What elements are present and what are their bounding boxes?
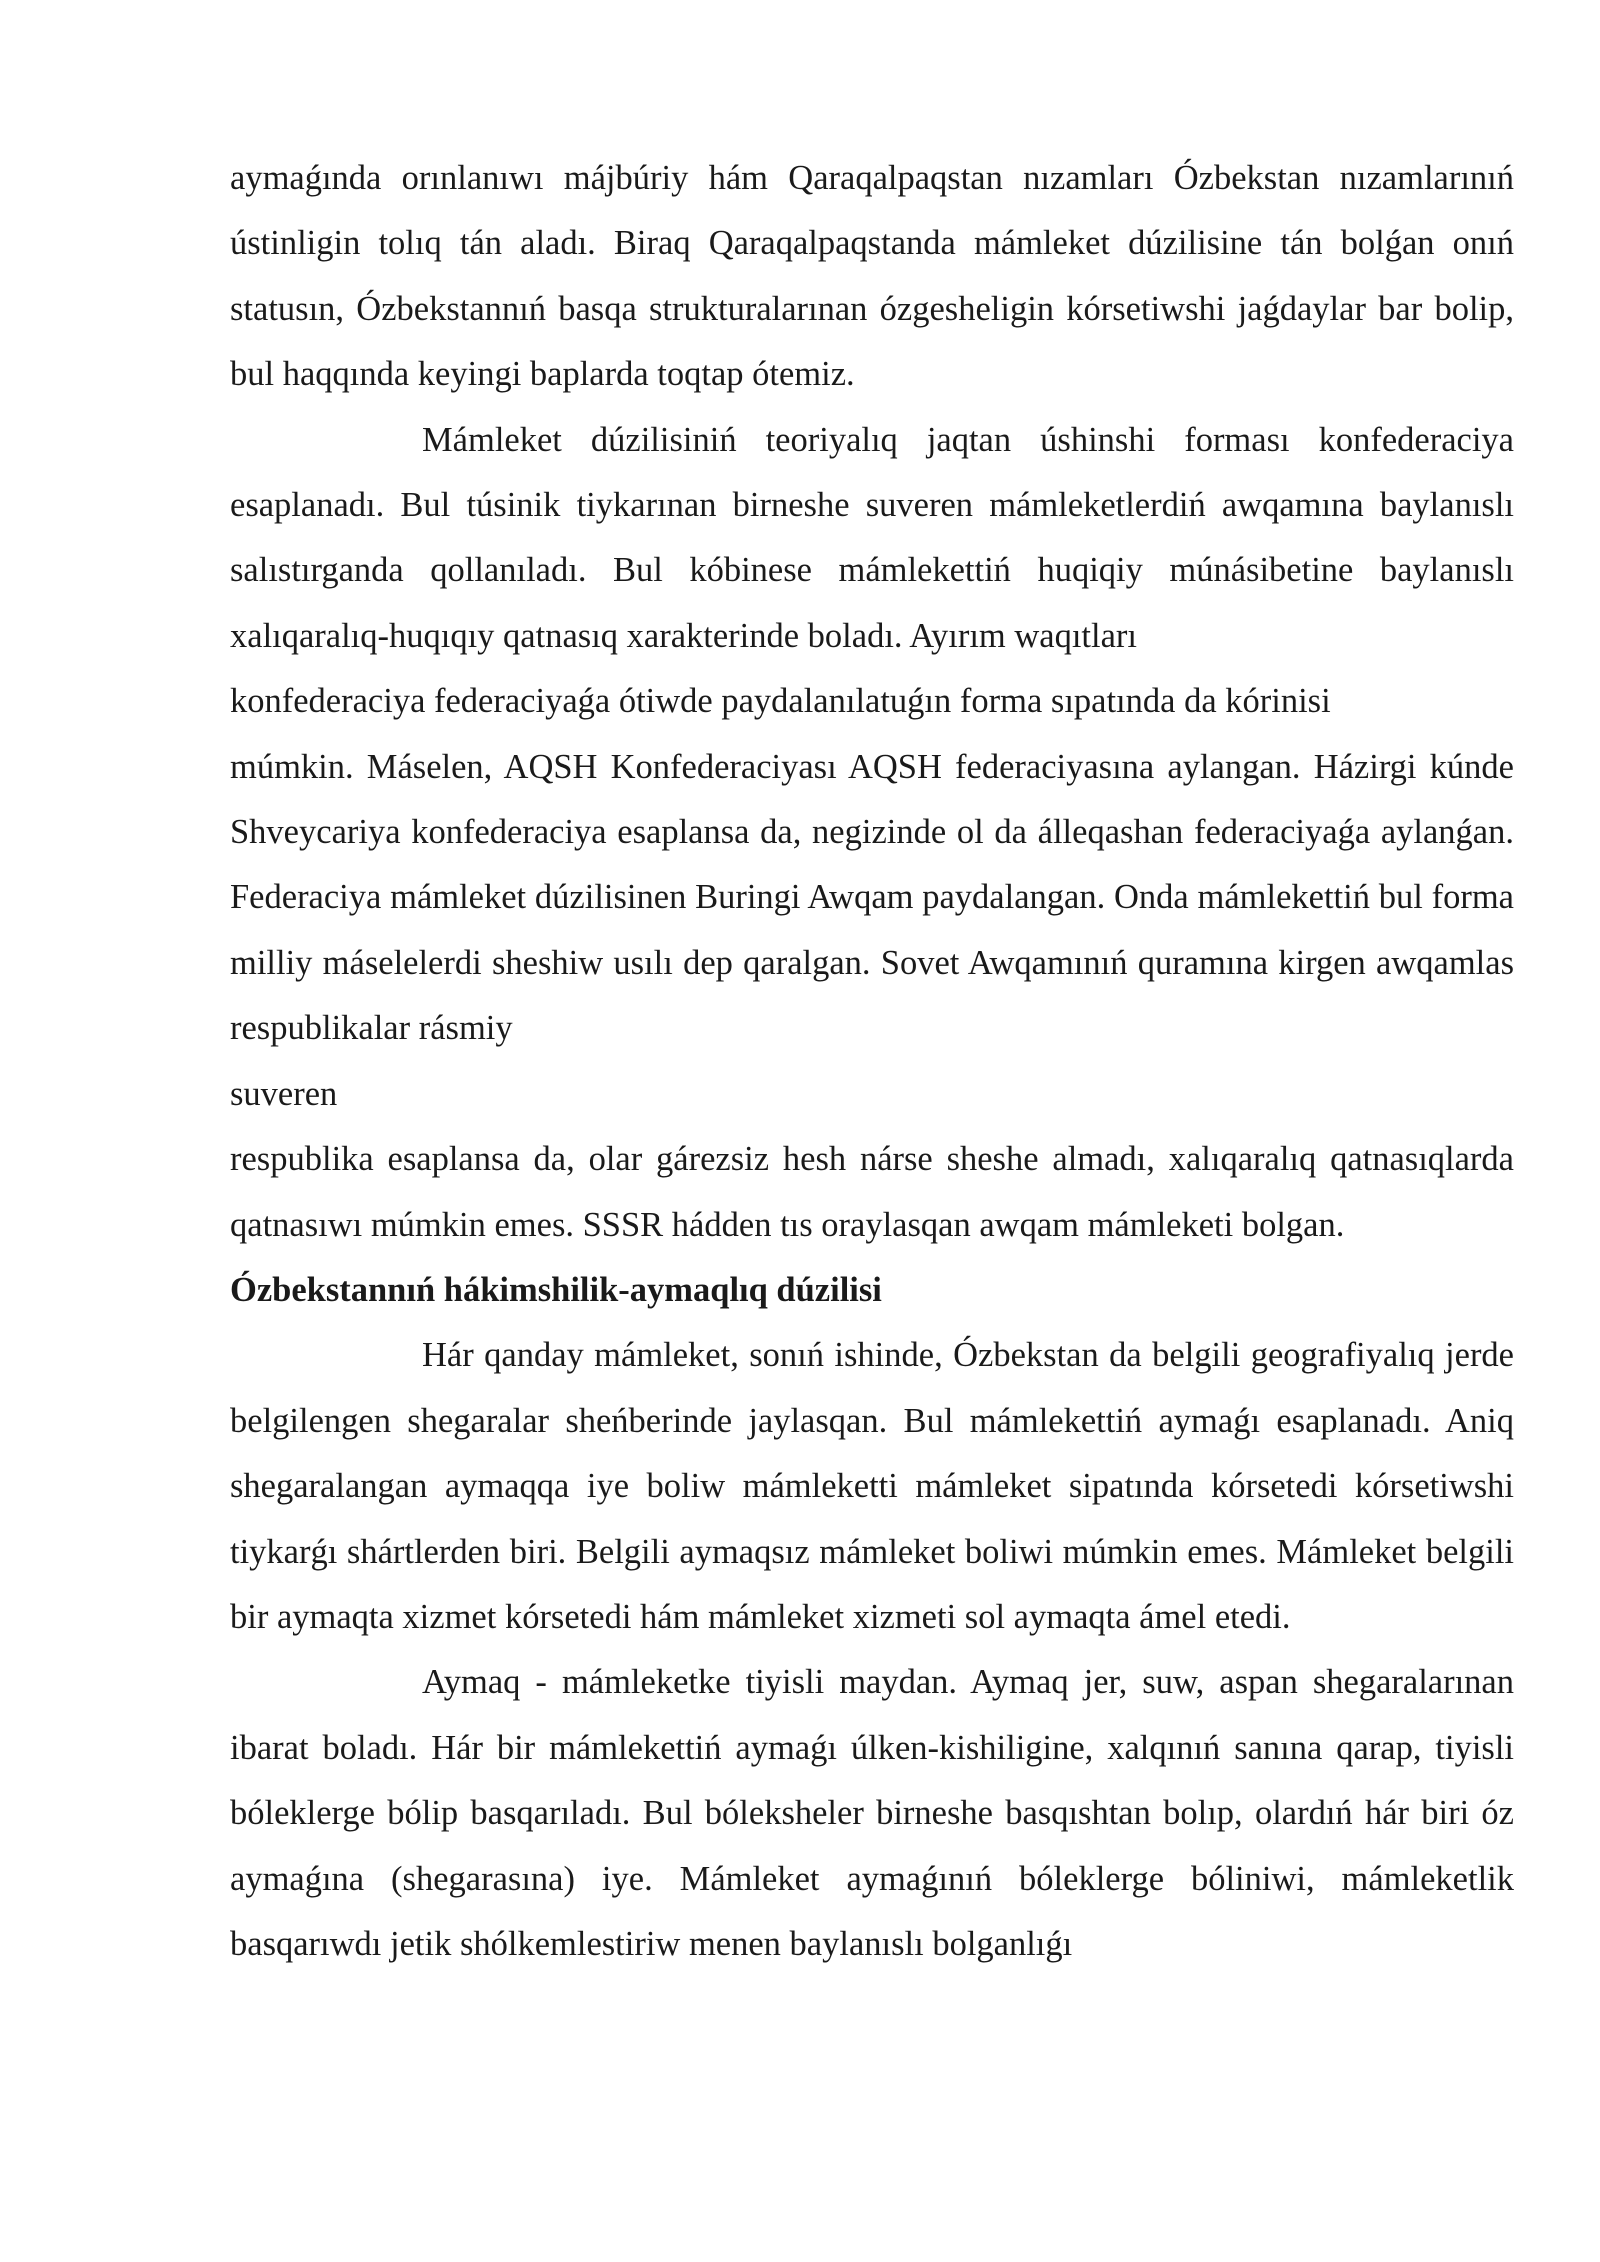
paragraph-line: suveren xyxy=(230,1074,338,1113)
paragraph: Mámleket dúzilisiniń teoriyalıq jaqtan úshinshi forması konfederaciya esaplanadı. Bul túsinik tiykarınan birneshe suveren mámleketlerdiń awqamına baylanıslı salıstırganda qollanıladı. Bul kóbinese mámlekettiń huqiqiy múnásibetine baylanıslı xalıqaralıq-huqıqıy qatnasıq xarakterinde boladı. Ayırım waqıtları xyxy=(230,420,1514,655)
paragraph: múmkin. Máselen, AQSH Konfederaciyası AQSH federaciyasına aylangan. Házirgi kúnde Shveycariya konfederaciya esaplansa da, negizinde ol da álleqashan federaciyaǵa aylanǵan. Federaciya mámleket dúzilisinen Buringi Awqam paydalangan. Onda mámlekettiń bul forma milliy máselelerdi sheshiw usılı dep qaralgan. Sovet Awqamınıń quramına kirgen awqamlas respublikalar rásmiy xyxy=(230,747,1514,1048)
paragraph: aymaǵında orınlanıwı májbúriy hám Qaraqalpaqstan nızamları Ózbekstan nızamlarınıń ústinligin tolıq tán aladı. Biraq Qaraqalpaqstanda mámleket dúzilisine tán bolǵan onıń statusın, Ózbekstannıń basqa strukturalarınan ózgesheligin kórsetiwshi jaǵdaylar bar bolip, bul haqqında keyingi baplarda toqtap ótemiz. xyxy=(230,159,1514,394)
paragraph: Aymaq - mámleketke tiyisli maydan. Aymaq jer, suw, aspan shegaralarınan ibarat boladı. Hár bir mámlekettiń aymaǵı úlken-kishiligine, xalqınıń sanına qarap, tiyisli bóleklerge bólip basqarıladı. Bul bóleksheler birneshe basqıshtan bolıp, olardıń hár biri óz aymaǵına (shegarasına) iye. Mámleket aymaǵınıń bóleklerge bóliniwi, mámleketlik basqarıwdı jetik shólkemlestiriw menen baylanıslı bolganlıǵı xyxy=(230,1663,1514,1963)
paragraph: respublika esaplansa da, olar gárezsiz hesh nárse sheshe almadı, xalıqaralıq qatnasıqlarda qatnasıwı múmkin emes. SSSR hádden tıs oraylasqan awqam mámleketi bolgan. xyxy=(230,1140,1514,1244)
document-page xyxy=(230,146,1514,1977)
paragraph-line: konfederaciya federaciyaǵa ótiwde paydalanılatuǵın forma sıpatında da kórinisi xyxy=(230,682,1331,721)
paragraph: Hár qanday mámleket, sonıń ishinde, Ózbekstan da belgili geografiyalıq jerde belgilengen shegaralar sheńberinde jaylasqan. Bul mámlekettiń aymaǵı esaplanadı. Aniq shegaralangan aymaqqa iye boliw mámleketti mámleket sipatında kórsetedi kórsetiwshi tiykarǵı shártlerden biri. Belgili aymaqsız mámleket boliwi múmkin emes. Mámleket belgili bir aymaqta xizmet kórsetedi hám mámleket xizmeti sol aymaqta ámel etedi. xyxy=(230,1336,1514,1636)
section-heading: Ózbekstannıń hákimshilik-aymaqlıq dúzilisi xyxy=(230,1270,882,1309)
